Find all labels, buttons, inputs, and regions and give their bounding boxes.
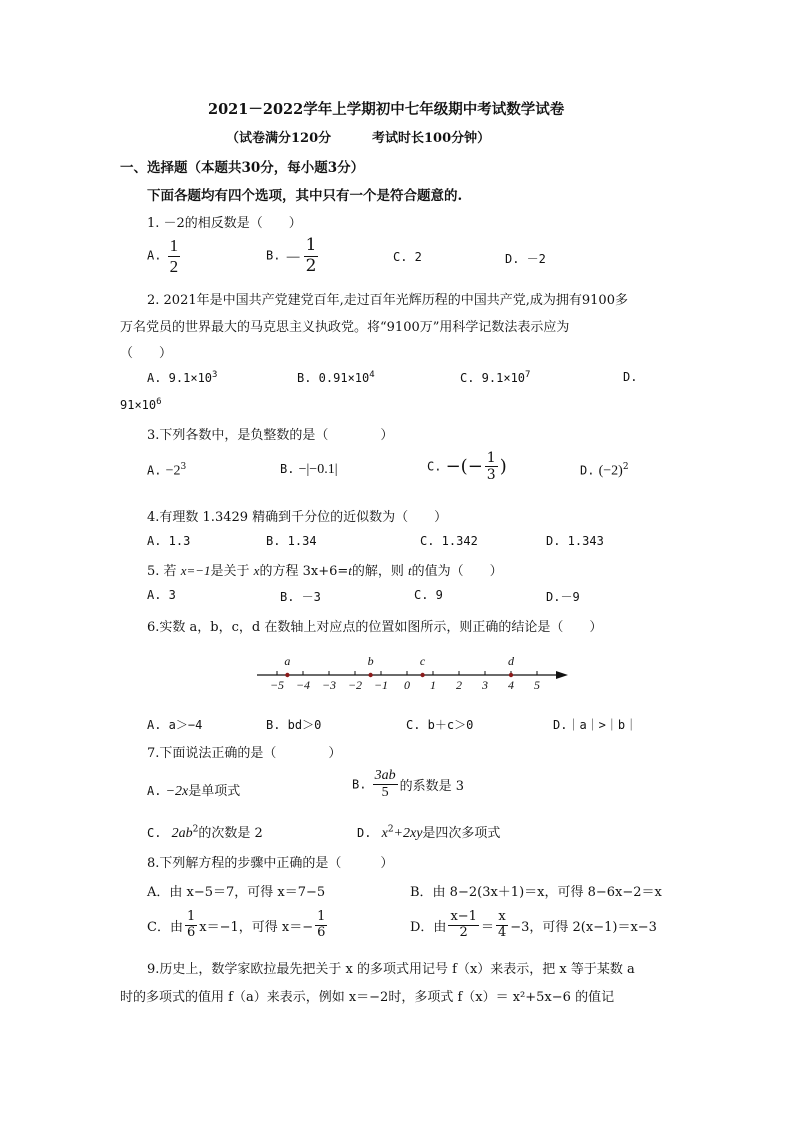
exam-duration: 考试时长100分钟） bbox=[372, 131, 491, 146]
q8-c-num: 1 bbox=[186, 909, 196, 924]
number-line-point-b bbox=[368, 673, 372, 677]
q1-a-fraction bbox=[168, 236, 181, 276]
q1-option-a bbox=[147, 236, 182, 276]
q2-option-b bbox=[297, 370, 375, 385]
q2-option-d-cont bbox=[120, 397, 162, 412]
q8-d-den: 2 bbox=[459, 924, 468, 940]
q2-b-base: B. 0.91×10 bbox=[297, 371, 370, 385]
q1-option-b bbox=[266, 236, 320, 276]
q4-option-d: D. 1.343 bbox=[546, 534, 604, 548]
q8-d-num2: x bbox=[496, 910, 508, 926]
q2-line1: 2. 2021年是中国共产党建党百年,走过百年光辉历程的中国共产党,成为拥有9100多 bbox=[147, 293, 628, 308]
number-line-point-label: b bbox=[367, 654, 374, 668]
q3-c-pre: −(− bbox=[445, 456, 483, 478]
number-line-tick-label: −3 bbox=[321, 678, 337, 692]
number-line-tick-label: −1 bbox=[373, 678, 389, 692]
q8-c-pre: C．由 bbox=[147, 919, 183, 935]
q2-c-exp: 7 bbox=[525, 370, 531, 380]
q8-c-num2: 1 bbox=[317, 909, 326, 924]
number-line-tick-label: 5 bbox=[534, 678, 540, 692]
q1-b-num: 1 bbox=[305, 235, 317, 255]
q7-d-label: D. bbox=[357, 826, 372, 840]
q3-c-post: ) bbox=[499, 456, 507, 478]
q5-stem-x: x bbox=[253, 563, 260, 578]
number-line-tick-label: −5 bbox=[269, 678, 285, 692]
number-line-tick-label: 4 bbox=[508, 678, 514, 692]
q1-b-sign: － bbox=[284, 248, 302, 269]
number-line-point-label: d bbox=[508, 654, 514, 668]
q8-d-num: x−1 bbox=[450, 909, 477, 924]
q3-d-expr: (−2) bbox=[598, 463, 623, 479]
q1-stem: 1. －2的相反数是（ ） bbox=[147, 216, 302, 231]
q3-c-den: 3 bbox=[486, 467, 496, 484]
q4-option-c: C. 1.342 bbox=[420, 534, 478, 548]
q5-stem-end: 的值为（ ） bbox=[411, 564, 503, 579]
q5-option-b: B. －3 bbox=[280, 590, 321, 604]
number-line-point-c bbox=[420, 673, 424, 677]
q8-option-d bbox=[410, 910, 657, 941]
q7-d-expr2: +2xy bbox=[393, 826, 423, 841]
q6-option-b: B. bd＞0 bbox=[266, 718, 322, 732]
q7-d-text: 是四次多项式 bbox=[422, 826, 501, 841]
q8-stem: 8.下列解方程的步骤中正确的是（ ） bbox=[147, 856, 394, 871]
q5-option-a: A. 3 bbox=[147, 588, 176, 602]
q8-c-den2: 6 bbox=[317, 924, 326, 940]
number-line-point-label: c bbox=[419, 654, 426, 668]
q3-c-label: C. bbox=[427, 459, 442, 474]
q5-stem-pre: 5. 若 bbox=[147, 564, 177, 579]
q7-c-text: 的次数是 2 bbox=[198, 826, 263, 841]
q4-option-a: A. 1.3 bbox=[147, 534, 191, 548]
q2-c-base: C. 9.1×10 bbox=[460, 371, 526, 385]
q7-b-fraction bbox=[373, 768, 398, 801]
q4-option-b: B. 1.34 bbox=[266, 534, 317, 548]
q5-stem bbox=[147, 560, 503, 579]
q9-line2: 时的多项式的值用 f（a）来表示，例如 x＝−2时，多项式 f（x）＝ x²+5x−6 的值记 bbox=[120, 990, 615, 1005]
q8-d-frac1 bbox=[448, 910, 479, 941]
q3-b-expr: −|−0.1| bbox=[298, 462, 338, 477]
q8-c-mid: x＝−1，可得 x＝− bbox=[199, 919, 314, 935]
number-line-arrow bbox=[556, 671, 568, 679]
q8-d-eq: ＝ bbox=[480, 919, 494, 935]
q8-option-b: B．由 8−2(3x＋1)＝x，可得 8−6x−2＝x bbox=[410, 885, 662, 900]
q3-b-label: B. bbox=[280, 462, 295, 476]
q5-stem-mid: 是关于 bbox=[210, 564, 250, 579]
q1-a-label: A. bbox=[147, 248, 162, 263]
q3-option-c bbox=[427, 450, 507, 483]
q5-stem-t2: t bbox=[408, 563, 412, 578]
number-line-tick-label: −4 bbox=[295, 678, 311, 692]
q6-stem: 6.实数 a，b，c，d 在数轴上对应点的位置如图所示，则正确的结论是（ ） bbox=[147, 620, 603, 635]
q2-d-exp: 6 bbox=[156, 397, 162, 407]
q2-option-c bbox=[460, 370, 530, 385]
q4-stem: 4.有理数 1.3429 精确到千分位的近似数为（ ） bbox=[147, 510, 448, 525]
q6-option-c: C. b＋c＞0 bbox=[406, 718, 474, 732]
number-line-point-a bbox=[285, 673, 289, 677]
q3-stem: 3.下列各数中，是负整数的是（ ） bbox=[147, 428, 394, 443]
q3-option-d bbox=[580, 462, 629, 479]
q5-option-d: D.－9 bbox=[546, 590, 580, 604]
q3-d-label: D. bbox=[580, 463, 595, 478]
q7-b-den: 5 bbox=[381, 785, 389, 801]
number-line-tick-label: 0 bbox=[404, 678, 410, 692]
q5-option-c: C. 9 bbox=[414, 588, 443, 602]
q2-d-base: 91×10 bbox=[120, 398, 157, 412]
q8-option-c bbox=[147, 910, 329, 941]
q7-a-expr: −2x bbox=[165, 784, 189, 799]
q2-option-d: D. bbox=[623, 370, 638, 384]
q7-a-label: A. bbox=[147, 784, 162, 798]
q6-option-a: A. a＞−4 bbox=[147, 718, 203, 732]
q8-d-pre: D．由 bbox=[410, 919, 447, 935]
exam-title: 2021－2022学年上学期初中七年级期中考试数学试卷 bbox=[208, 101, 565, 118]
q7-option-b bbox=[352, 768, 464, 801]
q2-line3: （ ） bbox=[120, 346, 173, 361]
section-instruction: 下面各题均有四个选项，其中只有一个是符合题意的. bbox=[147, 188, 463, 204]
q3-a-label: A. bbox=[147, 463, 162, 478]
q1-b-fraction bbox=[304, 236, 319, 276]
q3-a-exp: 3 bbox=[180, 462, 187, 472]
q8-d-den2: 4 bbox=[497, 924, 507, 940]
q8-option-a: A．由 x−5＝7，可得 x＝7−5 bbox=[147, 885, 326, 900]
q1-option-c: C. 2 bbox=[393, 250, 422, 264]
q5-stem-t: t bbox=[348, 563, 352, 578]
q7-option-c bbox=[147, 822, 263, 842]
q1-a-den: 2 bbox=[169, 256, 179, 276]
q7-c-exp: 2 bbox=[192, 824, 199, 835]
q7-a-text: 是单项式 bbox=[188, 784, 241, 799]
q8-c-frac1 bbox=[185, 910, 197, 941]
q7-d-expr1: x bbox=[381, 826, 388, 841]
q7-option-a bbox=[147, 780, 240, 800]
q2-line2: 万名党员的世界最大的马克思主义执政党。将“9100万”用科学记数法表示应为 bbox=[120, 320, 570, 335]
q2-option-a bbox=[147, 370, 217, 385]
number-line-tick-label: 1 bbox=[430, 678, 436, 692]
q9-line1: 9.历史上，数学家欧拉最先把关于 x 的多项式用记号 f（x）来表示，把 x 等于某数 a bbox=[147, 962, 635, 977]
q7-b-text: 的系数是 3 bbox=[399, 779, 464, 795]
number-line-tick-label: 3 bbox=[482, 678, 488, 692]
q7-stem: 7.下面说法正确的是（ ） bbox=[147, 746, 342, 761]
section-heading: 一、选择题（本题共30分，每小题3分） bbox=[120, 160, 365, 176]
q1-option-d: D. －2 bbox=[505, 252, 546, 266]
q8-c-den: 6 bbox=[186, 924, 196, 940]
q3-c-fraction bbox=[485, 450, 498, 483]
q2-a-base: A. 9.1×10 bbox=[147, 371, 213, 385]
number-line bbox=[250, 650, 580, 700]
number-line-point-label: a bbox=[284, 654, 291, 668]
q3-a-expr: −2 bbox=[165, 463, 181, 479]
q7-b-label: B. bbox=[352, 777, 367, 792]
q3-c-num: 1 bbox=[486, 450, 496, 466]
q3-option-b bbox=[280, 462, 338, 478]
q1-b-label: B. bbox=[266, 248, 281, 263]
number-line-tick-label: −2 bbox=[347, 678, 363, 692]
q5-stem-mid3: 的解，则 bbox=[351, 564, 404, 579]
q3-d-exp: 2 bbox=[622, 462, 629, 472]
q3-option-a bbox=[147, 462, 186, 479]
q7-option-d bbox=[357, 822, 500, 842]
exam-score: （试卷满分120分 bbox=[226, 131, 332, 146]
q2-a-exp: 3 bbox=[212, 370, 218, 380]
number-line-point-d bbox=[509, 673, 513, 677]
q8-d-frac2 bbox=[496, 910, 508, 941]
q1-b-den: 2 bbox=[305, 255, 317, 276]
q8-c-frac2 bbox=[315, 910, 327, 941]
q8-d-mid: −3，可得 2(x−1)＝x−3 bbox=[510, 919, 657, 935]
q7-b-num: 3ab bbox=[373, 768, 398, 785]
q7-c-label: C. bbox=[147, 826, 162, 840]
q7-d-exp: 2 bbox=[387, 824, 394, 835]
number-line-tick-label: 2 bbox=[456, 678, 462, 692]
q6-option-d: D.｜a｜>｜b｜ bbox=[553, 718, 638, 732]
q2-b-exp: 4 bbox=[369, 370, 375, 380]
q1-a-num: 1 bbox=[169, 236, 179, 255]
q5-stem-mid2: 的方程 3x+6= bbox=[259, 564, 349, 579]
q5-stem-eq: x=−1 bbox=[180, 563, 211, 578]
q7-c-expr: 2ab bbox=[171, 826, 193, 841]
